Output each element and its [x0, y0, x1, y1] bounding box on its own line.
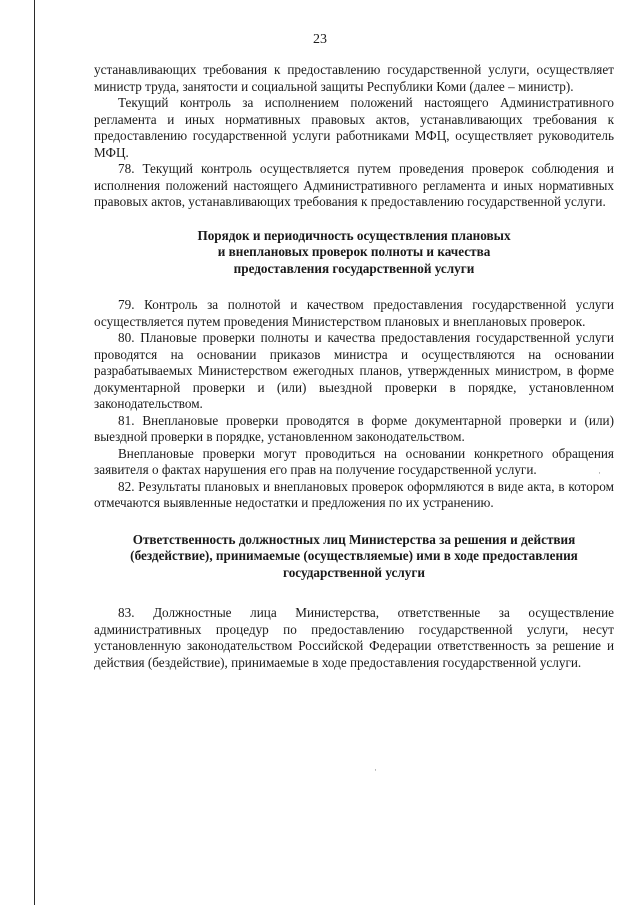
paragraph-current-control: Текущий контроль за исполнением положений настоящего Административного регламента и иных нормативных правовых актов, устанавливающих требования к предоставлению государственной услуги работниками МФЦ, осуществляет руководитель МФЦ.: [94, 95, 614, 160]
heading-line: предоставления государственной услуги: [233, 260, 475, 276]
scan-edge-line: [34, 0, 35, 905]
document-body: [94, 62, 614, 671]
section-heading-inspections: [94, 228, 614, 278]
page-number: 23: [313, 32, 327, 47]
paragraph-83: 83. Должностные лица Министерства, ответственные за осуществление административных процедур по предоставлению государственной услуги, несут установленную законодательством Российской Федерации ответственность за решение и действия (бездействие), принимаемые в ходе предоставления государственной услуги.: [94, 605, 614, 670]
scan-speck: ·: [374, 765, 377, 775]
section-heading-responsibility: [94, 532, 614, 582]
paragraph-intro: устанавливающих требования к предоставлению государственной услуги, осуществляет министр труда, занятости и социальной защиты Республики Коми (далее – министр).: [94, 62, 614, 94]
paragraph-80: 80. Плановые проверки полноты и качества предоставления государственной услуги проводятся на основании приказов министра и осуществляются на основании разрабатываемых Министерством ежегодных планов, утвержденных министром, в форме документарной проверки и (или) выездной проверки в порядке, установленном законодательством.: [94, 330, 614, 411]
paragraph-79: 79. Контроль за полнотой и качеством предоставления государственной услуги осуществляется путем проведения Министерством плановых и внеплановых проверок.: [94, 297, 614, 329]
heading-line: Порядок и периодичность осуществления плановых: [197, 227, 511, 243]
heading-line: государственной услуги: [283, 564, 425, 580]
heading-line: Ответственность должностных лиц Министерства за решения и действия: [132, 531, 576, 547]
heading-line: и внеплановых проверок полноты и качества: [217, 244, 491, 259]
paragraph-78: 78. Текущий контроль осуществляется путем проведения проверок соблюдения и исполнения положений настоящего Административного регламента и иных нормативных правовых актов, устанавливающих требования к предоставлению государственной услуги.: [94, 161, 614, 209]
scan-speck: ·: [598, 468, 601, 478]
paragraph-82: 82. Результаты плановых и внеплановых проверок оформляются в виде акта, в котором отмечаются выявленные недостатки и предложения по их устранению.: [94, 478, 614, 510]
paragraph-81: 81. Внеплановые проверки проводятся в форме документарной проверки и (или) выездной проверки в порядке, установленном законодательством.: [94, 412, 614, 444]
paragraph-81-unscheduled: Внеплановые проверки могут проводиться на основании конкретного обращения заявителя о фактах нарушения его прав на получение государственной услуги.: [94, 445, 614, 477]
heading-line: (бездействие), принимаемые (осуществляемые) ими в ходе предоставления: [130, 548, 578, 563]
